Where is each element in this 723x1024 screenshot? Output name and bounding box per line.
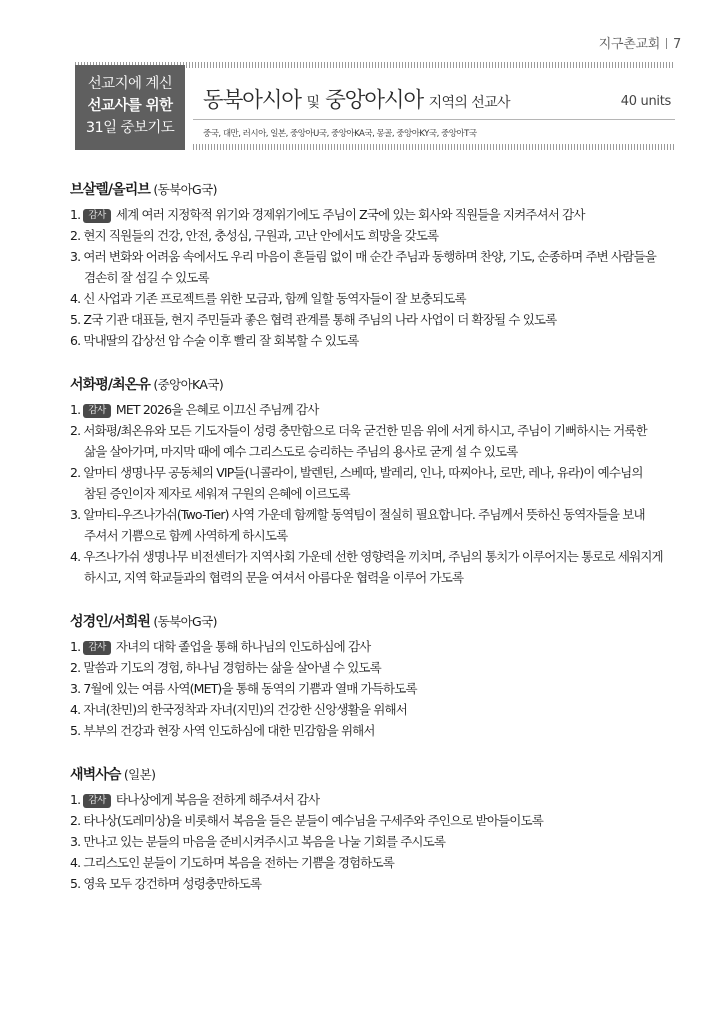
item-text: 세계 여러 지정학적 위기와 경제위기에도 주님이 Z국에 있는 회사와 직원들을 지켜주셔서 감사 bbox=[115, 207, 585, 222]
item-number: 2. bbox=[70, 423, 84, 438]
item-text: 신 사업과 기존 프로젝트를 위한 모금과, 함께 일할 동역자들이 잘 보충되도록 bbox=[83, 291, 466, 306]
missionary-section bbox=[70, 612, 680, 741]
item-text: 우즈나가쉬 생명나무 비전센터가 지역사회 가운데 선한 영향력을 끼치며, 주님의 통치가 이루어지는 통로로 세워지게 bbox=[83, 549, 663, 564]
item-number: 5. bbox=[70, 723, 84, 738]
item-number: 2. bbox=[70, 465, 84, 480]
item-number: 5. bbox=[70, 312, 84, 327]
item-text: 부부의 건강과 현장 사역 인도하심에 대한 민감함을 위해서 bbox=[83, 723, 375, 738]
prayer-item bbox=[70, 546, 680, 588]
item-number: 1. bbox=[70, 639, 84, 654]
item-text: 타나상(도레미상)을 비롯해서 복음을 들은 분들이 예수님을 구세주와 주인으로 받아들이도록 bbox=[83, 813, 543, 828]
title-conjunction: 및 bbox=[306, 95, 320, 111]
item-text: 그리스도인 분들이 기도하며 복음을 전하는 기쁨을 경험하도록 bbox=[83, 855, 394, 870]
item-number: 3. bbox=[70, 834, 84, 849]
item-text: MET 2026을 은혜로 이끄신 주님께 감사 bbox=[115, 402, 319, 417]
title-part-2: 중앙아시아 bbox=[325, 88, 423, 113]
prayer-item bbox=[70, 420, 680, 462]
box-line-2: 선교사를 위한 bbox=[87, 98, 173, 114]
missionary-section bbox=[70, 765, 680, 894]
item-number: 4. bbox=[70, 702, 84, 717]
prayer-item bbox=[70, 636, 680, 657]
separator bbox=[666, 38, 667, 49]
missionary-region: (동북아G국) bbox=[149, 614, 217, 629]
prayer-item bbox=[70, 288, 680, 309]
prayer-item bbox=[70, 852, 680, 873]
item-text: 알마티 생명나무 공동체의 VIP들(니콜라이, 발렌틴, 스베따, 발레리, 인나, 따찌아나, 로만, 레나, 유라)이 예수님의 bbox=[83, 465, 643, 480]
region-title bbox=[203, 83, 510, 114]
page-number: 7 bbox=[673, 37, 681, 52]
item-number: 1. bbox=[70, 207, 84, 222]
item-text: 막내딸의 갑상선 암 수술 이후 빨리 잘 회복할 수 있도록 bbox=[83, 333, 359, 348]
thanks-badge: 감사 bbox=[83, 404, 111, 418]
item-text: 만나고 있는 분들의 마음을 준비시켜주시고 복음을 나눌 기회를 주시도록 bbox=[83, 834, 446, 849]
missionary-heading bbox=[70, 612, 680, 632]
item-text: 현지 직원들의 건강, 안전, 충성심, 구원과, 고난 안에서도 희망을 갖도록 bbox=[83, 228, 439, 243]
prayer-item bbox=[70, 204, 680, 225]
item-number: 5. bbox=[70, 876, 84, 891]
thanks-badge: 감사 bbox=[83, 209, 111, 223]
missionary-heading bbox=[70, 765, 680, 785]
title-suffix: 지역의 선교사 bbox=[428, 95, 510, 111]
country-list: 중국, 대만, 러시아, 일본, 중앙아U국, 중앙아KA국, 몽골, 중앙아KY국, 중앙아T국 bbox=[203, 129, 477, 139]
missionary-name: 성경인/서희원 bbox=[70, 614, 150, 630]
item-number: 2. bbox=[70, 660, 84, 675]
prayer-item bbox=[70, 462, 680, 504]
item-text-continued: 주셔서 기쁨으로 함께 사역하게 하시도록 bbox=[84, 528, 288, 543]
item-text: 7월에 있는 여름 사역(MET)을 통해 동역의 기쁨과 열매 가득하도록 bbox=[83, 681, 417, 696]
prayer-item bbox=[70, 225, 680, 246]
thanks-badge: 감사 bbox=[83, 641, 111, 655]
item-text: 자녀(찬민)의 한국정착과 자녀(지민)의 건강한 신앙생활을 위해서 bbox=[83, 702, 407, 717]
item-number: 3. bbox=[70, 507, 84, 522]
prayer-item bbox=[70, 330, 680, 351]
hatch-rule-bottom bbox=[193, 144, 675, 150]
item-number: 3. bbox=[70, 249, 84, 264]
item-number: 4. bbox=[70, 549, 84, 564]
item-text-continued: 하시고, 지역 학교들과의 협력의 문을 여셔서 아름다운 협력을 이루어 가도록 bbox=[84, 570, 464, 585]
prayer-item bbox=[70, 720, 680, 741]
prayer-calendar-box bbox=[75, 65, 185, 150]
missionary-section bbox=[70, 375, 680, 588]
item-text: 타나상에게 복음을 전하게 해주셔서 감사 bbox=[115, 792, 320, 807]
item-text: 여러 변화와 어려움 속에서도 우리 마음이 흔들림 없이 매 순간 주님과 동행하며 찬양, 기도, 순종하며 주변 사람들을 bbox=[83, 249, 656, 264]
item-text: 자녀의 대학 졸업을 통해 하나님의 인도하심에 감사 bbox=[115, 639, 371, 654]
missionary-name: 새벽사슴 bbox=[70, 767, 121, 783]
missionary-region: (동북아G국) bbox=[149, 182, 217, 197]
item-text-continued: 참된 증인이자 제자로 세워져 구원의 은혜에 이르도록 bbox=[84, 486, 350, 501]
item-text-continued: 삶을 살아가며, 마지막 때에 예수 그리스도로 승리하는 주님의 용사로 굳게 설 수 있도록 bbox=[84, 444, 518, 459]
missionary-region: (일본) bbox=[120, 767, 156, 782]
missionary-name: 브살렐/올리브 bbox=[70, 182, 150, 198]
prayer-item bbox=[70, 399, 680, 420]
item-number: 2. bbox=[70, 813, 84, 828]
item-number: 1. bbox=[70, 402, 84, 417]
item-text: 영육 모두 강건하며 성령충만하도록 bbox=[83, 876, 262, 891]
prayer-item bbox=[70, 873, 680, 894]
missionary-heading bbox=[70, 375, 680, 395]
item-number: 4. bbox=[70, 291, 84, 306]
title-part-1: 동북아시아 bbox=[203, 88, 301, 113]
prayer-item bbox=[70, 309, 680, 330]
item-number: 2. bbox=[70, 228, 84, 243]
page-header bbox=[75, 62, 675, 157]
item-number: 6. bbox=[70, 333, 84, 348]
thanks-badge: 감사 bbox=[83, 794, 111, 808]
prayer-item bbox=[70, 657, 680, 678]
item-number: 1. bbox=[70, 792, 84, 807]
item-text: 말씀과 기도의 경험, 하나님 경험하는 삶을 살아낼 수 있도록 bbox=[83, 660, 381, 675]
prayer-item bbox=[70, 504, 680, 546]
item-text: 알마티-우즈나가쉬(Two-Tier) 사역 가운데 함께할 동역팀이 절실히 필요합니다. 주님께서 뜻하신 동역자들을 보내 bbox=[83, 507, 645, 522]
item-text: Z국 기관 대표들, 현지 주민들과 좋은 협력 관계를 통해 주님의 나라 사업이 더 확장될 수 있도록 bbox=[83, 312, 557, 327]
missionary-section bbox=[70, 180, 680, 351]
prayer-item bbox=[70, 246, 680, 288]
box-line-1: 선교지에 계신 bbox=[87, 76, 173, 92]
units-count: 40 units bbox=[620, 94, 671, 109]
running-head bbox=[599, 33, 681, 52]
prayer-item bbox=[70, 699, 680, 720]
box-line-3: 31일 중보기도 bbox=[85, 120, 175, 136]
item-number: 4. bbox=[70, 855, 84, 870]
prayer-content bbox=[70, 180, 680, 918]
prayer-item bbox=[70, 789, 680, 810]
item-number: 3. bbox=[70, 681, 84, 696]
item-text: 서화평/최온유와 모든 기도자들이 성령 충만함으로 더욱 굳건한 믿음 위에 서게 하시고, 주님이 기뻐하시는 거룩한 bbox=[83, 423, 647, 438]
running-head-name: 지구촌교회 bbox=[598, 37, 661, 52]
prayer-item bbox=[70, 678, 680, 699]
missionary-region: (중앙아KA국) bbox=[149, 377, 224, 392]
item-text-continued: 겸손히 잘 섬길 수 있도록 bbox=[84, 270, 209, 285]
missionary-name: 서화평/최온유 bbox=[70, 377, 150, 393]
title-rule bbox=[193, 119, 675, 120]
prayer-item bbox=[70, 810, 680, 831]
missionary-heading bbox=[70, 180, 680, 200]
prayer-item bbox=[70, 831, 680, 852]
